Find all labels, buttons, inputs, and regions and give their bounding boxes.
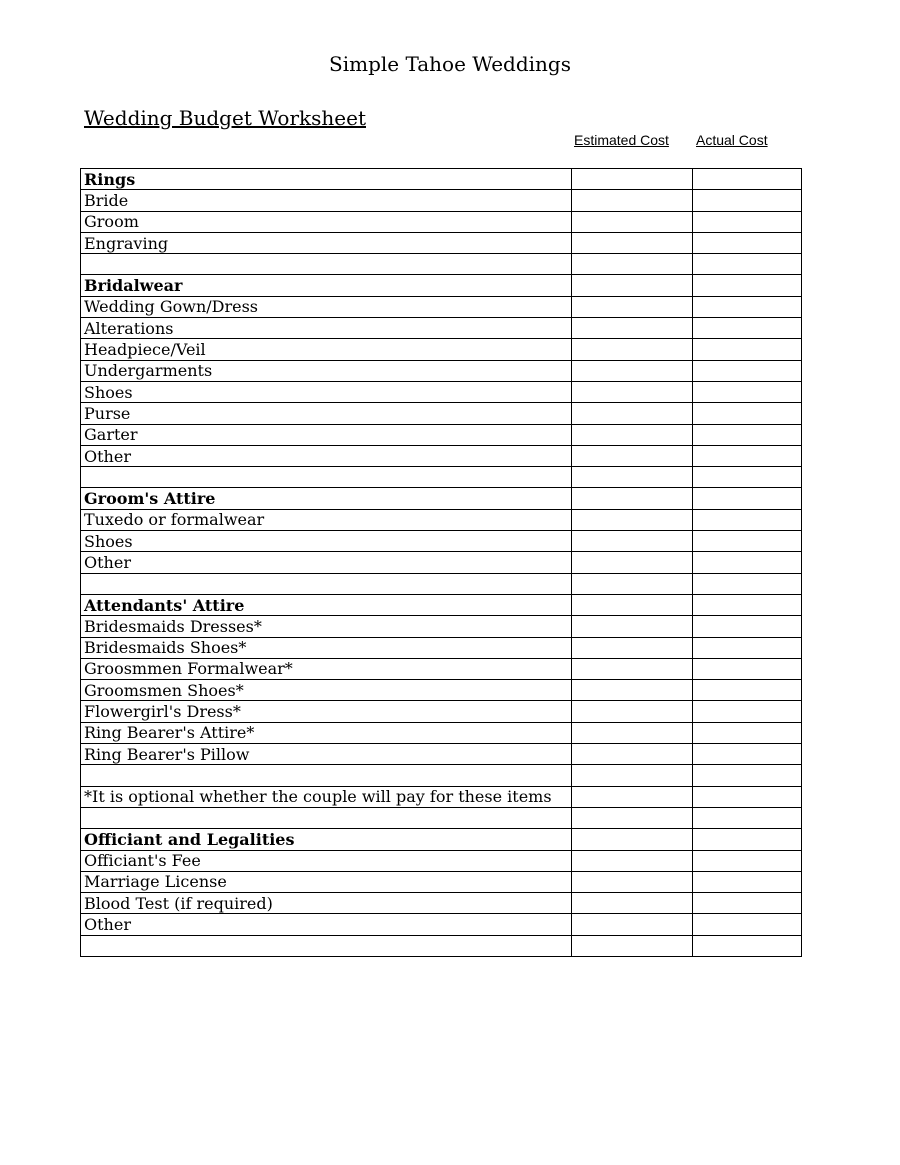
row-label: Flowergirl's Dress* — [81, 701, 572, 722]
row-label: Ring Bearer's Pillow — [81, 744, 572, 765]
table-row — [81, 381, 802, 402]
actual-cost-cell[interactable] — [693, 871, 802, 892]
section-heading: Attendants' Attire — [81, 594, 572, 615]
actual-cost-cell[interactable] — [693, 254, 802, 275]
table-row — [81, 424, 802, 445]
actual-cost-cell[interactable] — [693, 531, 802, 552]
actual-cost-header: Actual Cost — [696, 132, 768, 148]
actual-cost-cell[interactable] — [693, 594, 802, 615]
actual-cost-cell[interactable] — [693, 488, 802, 509]
section-heading-row — [81, 275, 802, 296]
actual-cost-cell[interactable] — [693, 403, 802, 424]
estimated-cost-cell[interactable] — [572, 275, 693, 296]
blank-row — [81, 765, 802, 786]
actual-cost-cell[interactable] — [693, 829, 802, 850]
row-label — [81, 254, 572, 275]
note-row — [81, 786, 802, 807]
actual-cost-cell[interactable] — [693, 722, 802, 743]
actual-cost-cell[interactable] — [693, 211, 802, 232]
estimated-cost-cell[interactable] — [572, 850, 693, 871]
row-label: Tuxedo or formalwear — [81, 509, 572, 530]
document-title: Simple Tahoe Weddings — [329, 52, 571, 76]
estimated-cost-cell[interactable] — [572, 893, 693, 914]
row-label: Bridesmaids Dresses* — [81, 616, 572, 637]
actual-cost-cell[interactable] — [693, 509, 802, 530]
estimated-cost-cell[interactable] — [572, 637, 693, 658]
actual-cost-cell[interactable] — [693, 296, 802, 317]
actual-cost-cell[interactable] — [693, 169, 802, 190]
table-row — [81, 403, 802, 424]
row-label: Engraving — [81, 232, 572, 253]
table-row — [81, 850, 802, 871]
estimated-cost-cell[interactable] — [572, 424, 693, 445]
actual-cost-cell[interactable] — [693, 914, 802, 935]
actual-cost-cell[interactable] — [693, 744, 802, 765]
actual-cost-cell[interactable] — [693, 275, 802, 296]
table-row — [81, 616, 802, 637]
section-heading: Officiant and Legalities — [81, 829, 572, 850]
actual-cost-cell[interactable] — [693, 467, 802, 488]
row-label: Groom — [81, 211, 572, 232]
estimated-cost-cell[interactable] — [572, 829, 693, 850]
table-row — [81, 531, 802, 552]
row-label: Alterations — [81, 318, 572, 339]
table-row — [81, 445, 802, 466]
table-row — [81, 680, 802, 701]
row-label: Bridesmaids Shoes* — [81, 637, 572, 658]
estimated-cost-cell[interactable] — [572, 318, 693, 339]
budget-table-body — [81, 169, 802, 957]
actual-cost-cell[interactable] — [693, 360, 802, 381]
section-heading: Groom's Attire — [81, 488, 572, 509]
actual-cost-cell[interactable] — [693, 893, 802, 914]
estimated-cost-cell[interactable] — [572, 871, 693, 892]
actual-cost-cell[interactable] — [693, 765, 802, 786]
estimated-cost-cell[interactable] — [572, 786, 693, 807]
row-label — [81, 765, 572, 786]
section-heading: Bridalwear — [81, 275, 572, 296]
estimated-cost-cell[interactable] — [572, 339, 693, 360]
estimated-cost-cell[interactable] — [572, 190, 693, 211]
table-row — [81, 871, 802, 892]
worksheet-title: Wedding Budget Worksheet — [84, 106, 366, 130]
actual-cost-cell[interactable] — [693, 318, 802, 339]
blank-row — [81, 807, 802, 828]
actual-cost-cell[interactable] — [693, 658, 802, 679]
row-label: Shoes — [81, 531, 572, 552]
row-label: *It is optional whether the couple will pay for these items — [81, 786, 572, 807]
actual-cost-cell[interactable] — [693, 786, 802, 807]
estimated-cost-cell[interactable] — [572, 765, 693, 786]
estimated-cost-cell[interactable] — [572, 616, 693, 637]
row-label: Other — [81, 552, 572, 573]
actual-cost-cell[interactable] — [693, 680, 802, 701]
actual-cost-cell[interactable] — [693, 552, 802, 573]
row-label: Bride — [81, 190, 572, 211]
row-label: Purse — [81, 403, 572, 424]
table-row — [81, 637, 802, 658]
table-row — [81, 552, 802, 573]
row-label — [81, 807, 572, 828]
row-label: Marriage License — [81, 871, 572, 892]
table-row — [81, 722, 802, 743]
row-label: Garter — [81, 424, 572, 445]
actual-cost-cell[interactable] — [693, 701, 802, 722]
table-row — [81, 893, 802, 914]
estimated-cost-cell[interactable] — [572, 254, 693, 275]
estimated-cost-cell[interactable] — [572, 509, 693, 530]
row-label: Blood Test (if required) — [81, 893, 572, 914]
estimated-cost-cell[interactable] — [572, 445, 693, 466]
section-heading-row — [81, 829, 802, 850]
table-row — [81, 701, 802, 722]
estimated-cost-cell[interactable] — [572, 573, 693, 594]
table-row — [81, 211, 802, 232]
table-row — [81, 914, 802, 935]
estimated-cost-cell[interactable] — [572, 914, 693, 935]
row-label: Shoes — [81, 381, 572, 402]
estimated-cost-cell[interactable] — [572, 403, 693, 424]
table-row — [81, 658, 802, 679]
row-label: Undergarments — [81, 360, 572, 381]
row-label: Groomsmen Shoes* — [81, 680, 572, 701]
budget-table — [80, 168, 802, 957]
table-row — [81, 232, 802, 253]
row-label — [81, 935, 572, 956]
row-label: Wedding Gown/Dress — [81, 296, 572, 317]
blank-row — [81, 935, 802, 956]
table-row — [81, 190, 802, 211]
estimated-cost-cell[interactable] — [572, 169, 693, 190]
row-label: Ring Bearer's Attire* — [81, 722, 572, 743]
actual-cost-cell[interactable] — [693, 445, 802, 466]
table-row — [81, 339, 802, 360]
actual-cost-cell[interactable] — [693, 616, 802, 637]
actual-cost-cell[interactable] — [693, 232, 802, 253]
section-heading-row — [81, 594, 802, 615]
estimated-cost-cell[interactable] — [572, 807, 693, 828]
row-label: Other — [81, 445, 572, 466]
row-label: Officiant's Fee — [81, 850, 572, 871]
estimated-cost-cell[interactable] — [572, 658, 693, 679]
table-row — [81, 360, 802, 381]
actual-cost-cell[interactable] — [693, 381, 802, 402]
estimated-cost-header: Estimated Cost — [574, 132, 669, 148]
blank-row — [81, 467, 802, 488]
actual-cost-cell[interactable] — [693, 935, 802, 956]
row-label — [81, 573, 572, 594]
section-heading-row — [81, 488, 802, 509]
estimated-cost-cell[interactable] — [572, 594, 693, 615]
estimated-cost-cell[interactable] — [572, 360, 693, 381]
estimated-cost-cell[interactable] — [572, 232, 693, 253]
section-heading-row — [81, 169, 802, 190]
row-label — [81, 467, 572, 488]
estimated-cost-cell[interactable] — [572, 488, 693, 509]
actual-cost-cell[interactable] — [693, 339, 802, 360]
table-row — [81, 318, 802, 339]
estimated-cost-cell[interactable] — [572, 211, 693, 232]
actual-cost-cell[interactable] — [693, 190, 802, 211]
actual-cost-cell[interactable] — [693, 424, 802, 445]
estimated-cost-cell[interactable] — [572, 381, 693, 402]
actual-cost-cell[interactable] — [693, 573, 802, 594]
estimated-cost-cell[interactable] — [572, 722, 693, 743]
blank-row — [81, 573, 802, 594]
estimated-cost-cell[interactable] — [572, 552, 693, 573]
blank-row — [81, 254, 802, 275]
row-label: Headpiece/Veil — [81, 339, 572, 360]
row-label: Other — [81, 914, 572, 935]
section-heading: Rings — [81, 169, 572, 190]
estimated-cost-cell[interactable] — [572, 701, 693, 722]
estimated-cost-cell[interactable] — [572, 744, 693, 765]
actual-cost-cell[interactable] — [693, 637, 802, 658]
actual-cost-cell[interactable] — [693, 850, 802, 871]
table-row — [81, 296, 802, 317]
estimated-cost-cell[interactable] — [572, 467, 693, 488]
table-row — [81, 509, 802, 530]
actual-cost-cell[interactable] — [693, 807, 802, 828]
estimated-cost-cell[interactable] — [572, 935, 693, 956]
estimated-cost-cell[interactable] — [572, 680, 693, 701]
row-label: Groosmmen Formalwear* — [81, 658, 572, 679]
estimated-cost-cell[interactable] — [572, 531, 693, 552]
table-row — [81, 744, 802, 765]
estimated-cost-cell[interactable] — [572, 296, 693, 317]
